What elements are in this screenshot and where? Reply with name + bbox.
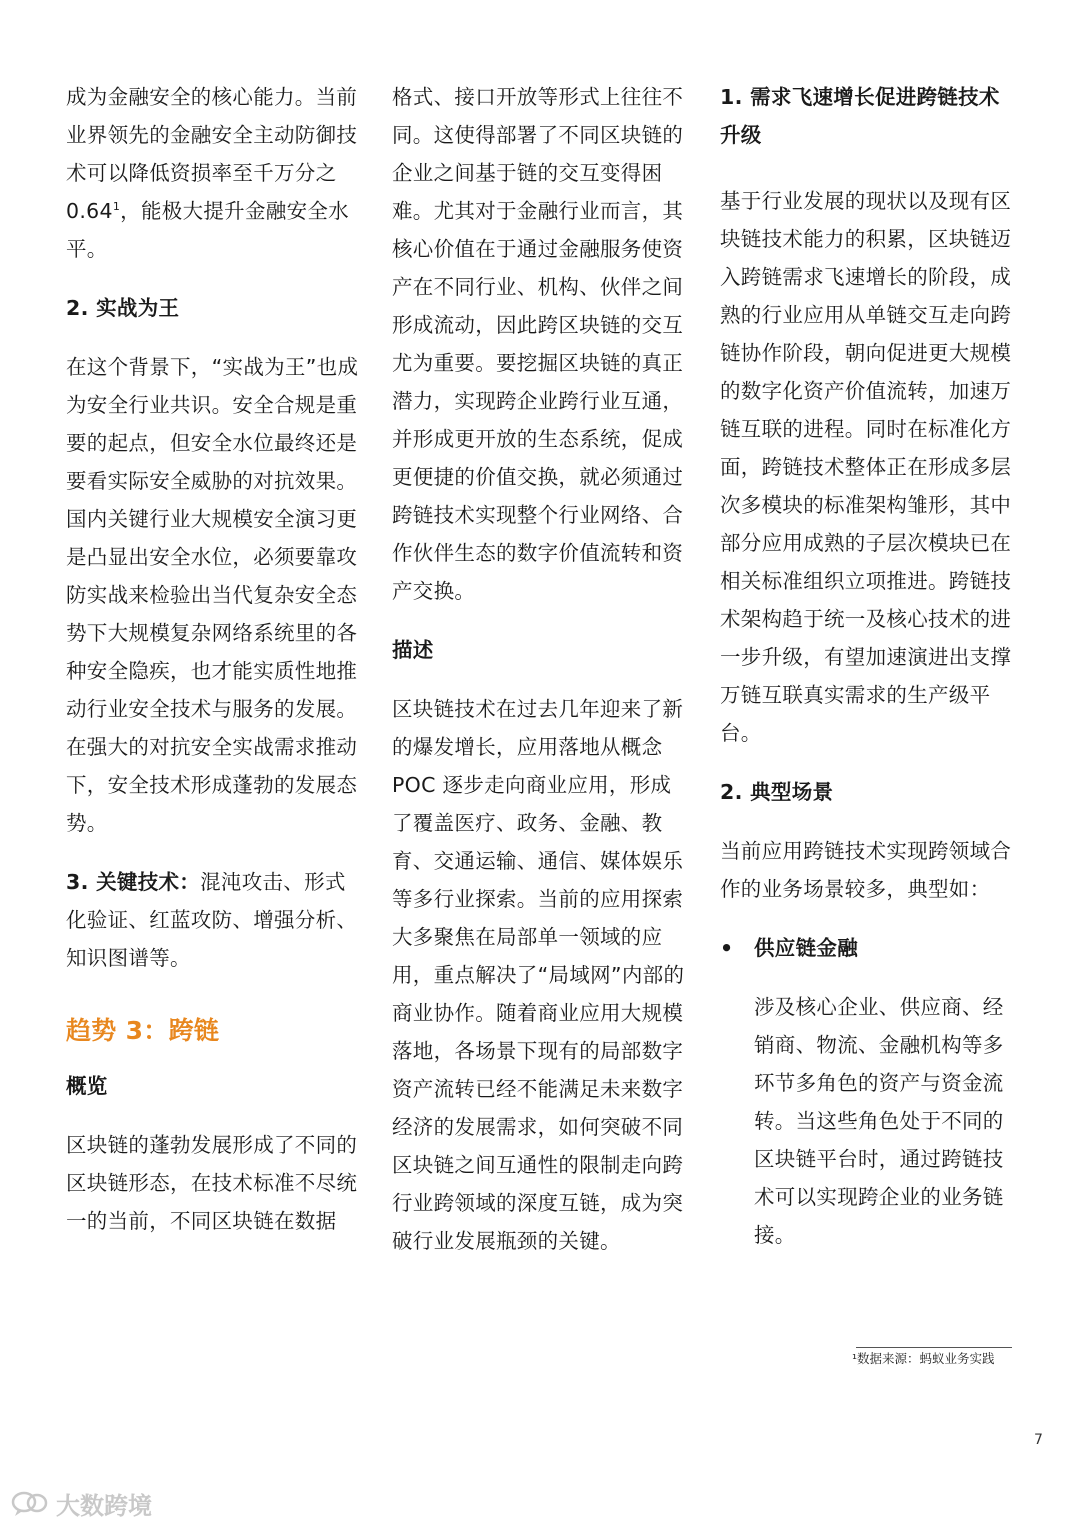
paragraph-overview-cont: 格式、接口开放等形式上往往不同。这使得部署了不同区块链的企业之间基于链的交互变得困难。尤其对于金融行业而言，其核心价值在于通过金融服务使资产在不同行业、机构、伙伴之间形成流动，因此跨区块链的交互尤为重要。要挖掘区块链的真正潜力，实现跨企业跨行业互通，并形成更开放的生态系统，促成更便捷的价值交换，就必须通过跨链技术实现整个行业网络、合作伙伴生态的数字价值流转和资产交换。 (392, 85, 684, 603)
column-middle (392, 78, 690, 1281)
bullet-supply-chain (720, 929, 1018, 967)
bullet-mark: • (720, 936, 734, 960)
bullet-text: 涉及核心企业、供应商、经销商、物流、金融机构等多环节多角色的资产与资金流转。当这些角色处于不同的区块链平台时，通过跨链技术可以实现跨企业的业务链接。 (754, 995, 1004, 1247)
heading-overview: 概览 (66, 1074, 108, 1098)
paragraph-practice: 在这个背景下，“实战为王”也成为安全行业共识。安全合规是重要的起点，但安全水位最终还是要看实际安全威胁的对抗效果。国内关键行业大规模安全演习更是凸显出安全水位，必须要靠攻防实战来检验出当代复杂安全态势下大规模复杂网络系统里的各种安全隐疾，也才能实质性地推动行业安全技术与服务的发展。在强大的对抗安全实战需求推动下，安全技术形成蓬勃的发展态势。 (66, 355, 359, 835)
footnote-ref[interactable]: 1 (112, 200, 121, 214)
footnote: ¹数据来源：蚂蚁业务实践 (852, 1351, 995, 1366)
paragraph-overview: 区块链的蓬勃发展形成了不同的区块链形态，在技术标准不尽统一的当前，不同区块链在数据 (66, 1133, 358, 1233)
paragraph-demand: 基于行业发展的现状以及现有区块链技术能力的积累，区块链迈入跨链需求飞速增长的阶段，成熟的行业应用从单链交互走向跨链协作阶段，朝向促进更大规模的数字化资产价值流转，加速万链互联的进程。同时在标准化方面，跨链技术整体正在形成多层次多模块的标准架构雏形，其中部分应用成熟的子层次模块已在相关标准组织立项推进。跨链技术架构趋于统一及核心技术的进一步升级，有望加速演进出支撑万链互联真实需求的生产级平台。 (720, 189, 1012, 745)
watermark-text: 大数跨境 (56, 1492, 152, 1520)
paragraph-key-tech: 3. 关键技术：混沌攻击、形式化验证、红蓝攻防、增强分析、知识图谱等。 (66, 870, 358, 970)
paragraph-intro: 成为金融安全的核心能力。当前业界领先的金融安全主动防御技术可以降低资损率至千万分之 0.64$^1$，能极大提升金融安全水平。 (66, 85, 358, 261)
trend-title: 趋势 3：跨链 (66, 1016, 220, 1045)
footnote-divider (856, 1347, 1012, 1348)
heading-scenarios: 2. 典型场景 (720, 780, 834, 804)
heading-practice: 2. 实战为王 (66, 296, 180, 320)
chat-bubble-logo-icon (10, 1489, 50, 1519)
bullet-title: 供应链金融 (754, 936, 858, 960)
watermark (10, 1486, 152, 1521)
heading-description: 描述 (392, 638, 434, 662)
column-right (720, 78, 1018, 1275)
page-number: 7 (1034, 1432, 1043, 1448)
column-left (66, 78, 364, 1261)
paragraph-description: 区块链技术在过去几年迎来了新的爆发增长，应用落地从概念 POC 逐步走向商业应用，形成了覆盖医疗、政务、金融、教育、交通运输、通信、媒体娱乐等多行业探索。当前的应用探索大多聚焦在局部单一领域的应用，重点解决了“局域网”内部的商业协作。随着商业应用大规模落地，各场景下现有的局部数字资产流转已经不能满足未来数字经济的发展需求，如何突破不同区块链之间互通性的限制走向跨行业跨领域的深度互链，成为突破行业发展瓶颈的关键。 (392, 697, 685, 1253)
heading-key-tech: 3. 关键技术： (66, 870, 201, 894)
paragraph-scenarios: 当前应用跨链技术实现跨领域合作的业务场景较多，典型如： (720, 839, 1012, 901)
heading-demand: 1. 需求飞速增长促进跨链技术升级 (720, 85, 1000, 147)
